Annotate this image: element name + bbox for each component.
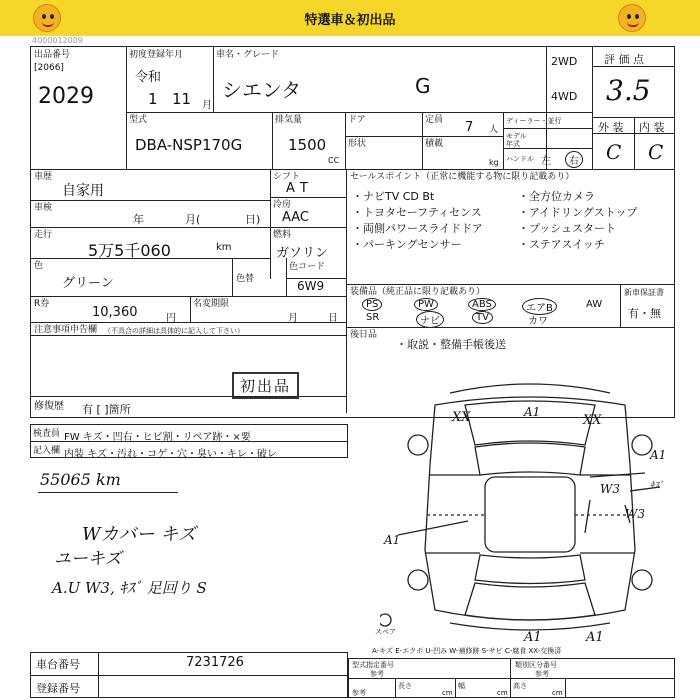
- type-number-label: 型式指定番号: [352, 661, 394, 669]
- wheel-front-right: [632, 435, 652, 455]
- first-reg-year: 1: [148, 90, 158, 108]
- equipment-label: 装備品（純正品に限り記載あり）: [350, 287, 486, 297]
- ac-value: AAC: [282, 210, 309, 225]
- ref-label: 参考: [352, 689, 366, 697]
- sales-point-6: ・プッシュスタート: [518, 222, 617, 235]
- diagram-legend: A-キズ E-エクボ U-凹み W-補修跡 S-サビ C-腐食 XX-交換済: [372, 647, 562, 655]
- spare-tire: [380, 614, 391, 626]
- displacement-unit: CC: [328, 156, 340, 165]
- chassis-value: 7231726: [186, 655, 244, 670]
- shift-label: シフト: [273, 172, 301, 182]
- windshield: [475, 443, 585, 475]
- load-label: 積載: [425, 139, 444, 149]
- color-code: 6W9: [297, 279, 325, 293]
- score-value: 3.5: [606, 74, 651, 107]
- width-unit: cm: [497, 689, 508, 697]
- handle-right: 右: [565, 151, 583, 168]
- checker-row2-label: 記入欄: [33, 446, 61, 456]
- notes-label: 注意事項申告欄: [34, 325, 98, 335]
- repair-value: 有 [ ]箇所: [82, 403, 131, 416]
- chassis-label: 車台番号: [36, 658, 80, 671]
- warranty-label: 新車保証書: [624, 288, 664, 297]
- handle-left: 左: [541, 156, 551, 167]
- color-value: グリーン: [62, 276, 114, 291]
- class-number-ref: 参考: [535, 670, 549, 678]
- width-label: 幅: [458, 682, 465, 690]
- mark-rear-a1: A1: [524, 630, 542, 645]
- sales-point-4: ・アイドリングストップ: [518, 206, 638, 219]
- equip-pw: PW: [414, 298, 438, 311]
- repair-label: 修復歴: [34, 401, 64, 412]
- height-unit: cm: [552, 689, 563, 697]
- color-code-label: 色コード: [289, 262, 326, 272]
- equip-sr: SR: [366, 312, 380, 323]
- displacement-label: 排気量: [275, 115, 303, 125]
- sales-points-label: セールスポイント（正常に機能する物に限り記載あり）: [350, 172, 575, 182]
- sales-point-1: ・ナビTV CD Bt: [352, 190, 435, 203]
- name-change-day: 日: [328, 313, 338, 324]
- first-reg-month: 11: [172, 90, 192, 108]
- inspection-month: 月(: [185, 213, 201, 226]
- top-number: 4000012009: [32, 36, 83, 45]
- mileage-unit: km: [216, 242, 232, 253]
- recycle-label: R券: [34, 299, 50, 309]
- equip-tv: TV: [472, 311, 493, 324]
- displacement-value: 1500: [288, 136, 327, 154]
- mark-front-center: A1: [524, 405, 541, 419]
- car-name: シエンタ: [222, 78, 302, 102]
- sales-point-8: ・ステアスイッチ: [518, 238, 605, 251]
- handwritten-line2: ユーキズ: [54, 549, 122, 569]
- ac-label: 冷房: [273, 200, 292, 210]
- capacity-value: 7: [465, 120, 474, 135]
- equip-aw: AW: [586, 299, 603, 310]
- after-label: 後日品: [350, 330, 378, 340]
- exterior-label: 外 装: [598, 121, 624, 134]
- first-reg-era: 令和: [135, 70, 162, 85]
- equip-navi: ナビ: [416, 311, 444, 328]
- equip-airbag: エアB: [522, 298, 557, 315]
- shape-label: 形状: [348, 139, 367, 149]
- mark-right-a1: A1: [650, 448, 667, 462]
- fuel-value: ガソリン: [276, 246, 329, 261]
- mileage-label: 走行: [34, 230, 53, 240]
- interior-score: C: [648, 140, 664, 164]
- header-title: 特選車＆初出品: [304, 13, 396, 28]
- load-unit: kg: [489, 158, 499, 167]
- mark-rear-right-a1: A1: [586, 630, 604, 645]
- lot-label: 出品番号: [34, 50, 71, 60]
- name-change-label: 名変期限: [193, 299, 230, 309]
- shift-value: AT: [286, 181, 314, 196]
- model-label: 型式: [129, 115, 148, 125]
- wheel-rear-right: [632, 570, 652, 590]
- wheel-front-left: [408, 435, 428, 455]
- length-label: 長さ: [398, 682, 412, 690]
- equip-ps: PS: [362, 298, 382, 311]
- doors-label: ドア: [348, 115, 366, 125]
- notes-sub: （不具合の詳細は具体的に記入して下さい）: [104, 327, 244, 335]
- handwritten-line3: A.U W3, ｷｽﾞ 足回り S: [52, 579, 207, 597]
- drive-2wd: 2WD: [551, 55, 578, 68]
- first-reg-month-unit: 月: [202, 100, 212, 111]
- car-grade: G: [415, 74, 431, 98]
- mileage-value: 5万5千060: [88, 241, 171, 260]
- recycle-unit: 円: [166, 313, 176, 324]
- mark-right-note: ｷｽﾞ: [650, 481, 664, 491]
- type-number-ref: 参考: [370, 670, 384, 678]
- score-label: 評 価 点: [604, 53, 644, 66]
- height-label: 高さ: [513, 682, 527, 690]
- rear-bumper: [450, 623, 610, 630]
- color-label: 色: [34, 261, 44, 271]
- spare-label: スペア: [375, 628, 396, 636]
- rear-window: [475, 555, 585, 584]
- equip-leather: カワ: [528, 316, 548, 327]
- inspection-day: 日): [245, 213, 261, 226]
- sales-point-7: ・パーキングセンサー: [352, 238, 462, 251]
- checker-row2: 内装 キズ・汚れ・コゲ・穴・臭い・キレ・破レ: [64, 449, 277, 460]
- handle-label: ハンドル: [506, 155, 534, 163]
- equip-abs: ABS: [468, 298, 496, 311]
- inspection-year: 年: [133, 213, 144, 226]
- trunk: [465, 583, 595, 620]
- checker-row1: FW キズ・凹右・ヒビ割・リペア跡・×要: [64, 432, 251, 443]
- car-name-label: 車名・グレード: [216, 50, 280, 60]
- sales-point-5: ・両側パワースライドドア: [352, 222, 483, 235]
- checker-label: 検査員: [33, 429, 61, 439]
- mark-right-w3: W3: [600, 482, 620, 496]
- roof: [485, 477, 575, 552]
- first-listing-stamp: 初出品: [232, 372, 299, 399]
- name-change-month: 月: [288, 313, 298, 324]
- exterior-score: C: [606, 140, 622, 164]
- model-value: DBA-NSP170G: [135, 136, 243, 154]
- capacity-label: 定員: [425, 115, 444, 125]
- fuel-label: 燃料: [273, 230, 292, 240]
- lot-sub: [2066]: [34, 63, 64, 73]
- mark-left-a1: A1: [384, 533, 401, 547]
- sales-point-2: ・全方位カメラ: [518, 190, 595, 203]
- drive-4wd: 4WD: [551, 90, 578, 103]
- length-unit: cm: [442, 689, 453, 697]
- registration-label: 登録番号: [36, 682, 80, 695]
- recycle-value: 10,360: [92, 305, 138, 320]
- inspection-label: 車検: [34, 203, 53, 213]
- after-value: ・取説・整備手帳後送: [396, 338, 506, 351]
- category-value: 自家用: [62, 183, 104, 199]
- wheel-rear-left: [408, 570, 428, 590]
- sales-point-3: ・トヨタセーフティセンス: [352, 206, 482, 219]
- model-year-label: モデル年式: [506, 132, 527, 148]
- handwritten-km: 55065 km: [40, 470, 121, 489]
- handwritten-line1: Wカバー キズ: [82, 524, 196, 545]
- lot-number: 2029: [38, 84, 94, 109]
- mark-right-w3-lower: W3: [625, 507, 645, 521]
- warranty-value: 有・無: [628, 307, 661, 320]
- mark-front-left: XX: [452, 410, 471, 425]
- color-change-label: 色替: [236, 274, 255, 284]
- front-bumper: [450, 384, 610, 393]
- capacity-unit: 人: [489, 125, 499, 135]
- dealer-label: ディーラー・並行: [506, 117, 562, 125]
- mark-front-right: XX: [583, 413, 602, 428]
- class-number-label: 類別区分番号: [515, 661, 557, 669]
- interior-label: 内 装: [639, 121, 665, 134]
- category-label: 車歴: [34, 172, 53, 182]
- first-reg-label: 初度登録年月: [129, 50, 184, 60]
